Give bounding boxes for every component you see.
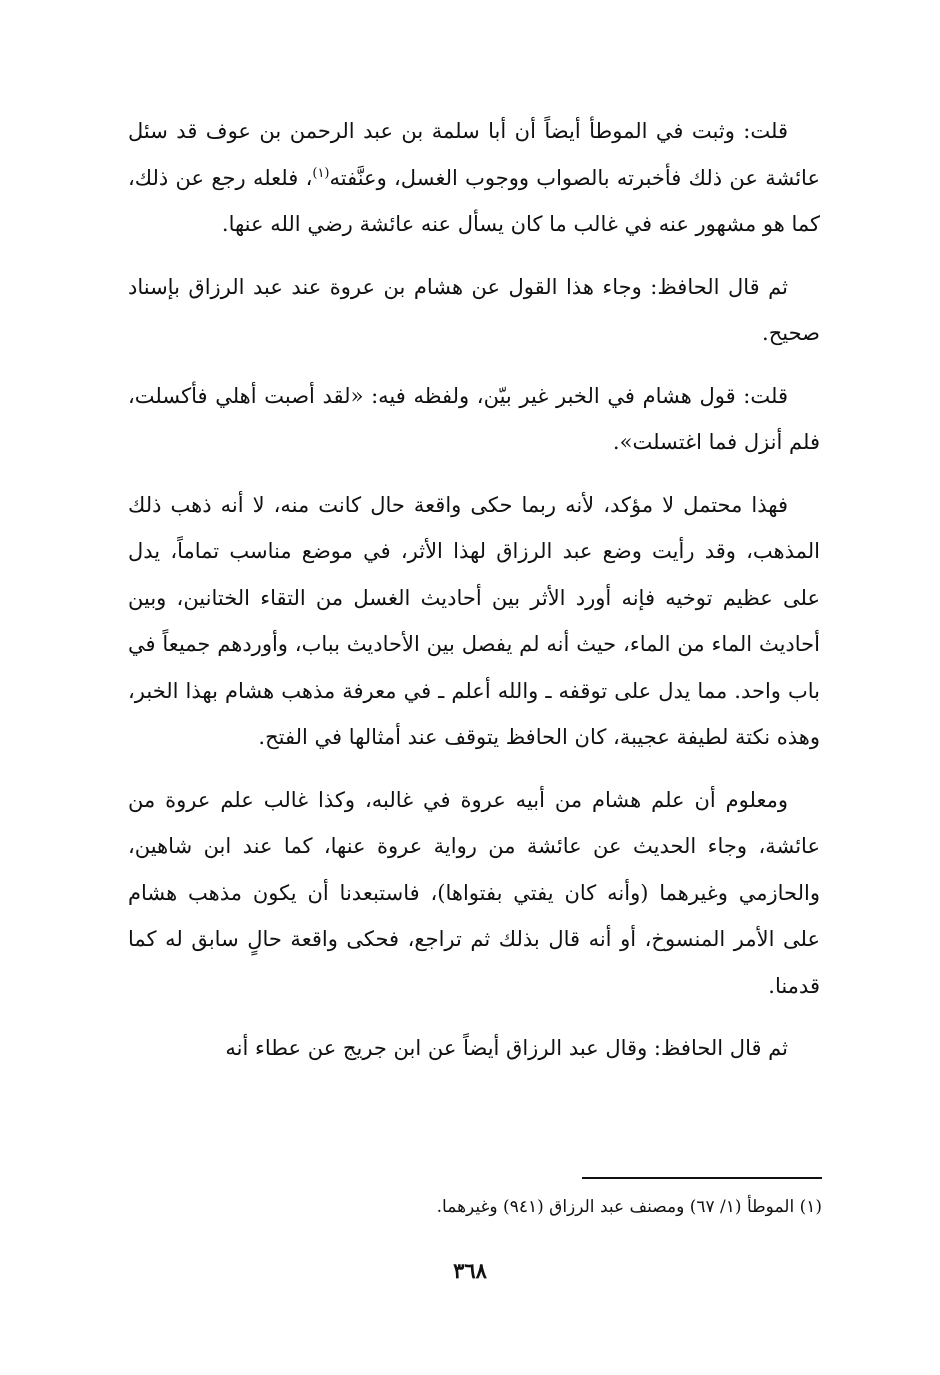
paragraph-1-text: قلت: وثبت في الموطأ أيضاً أن أبا سلمة بن عبد الرحمن بن عوف قد سئل عائشة عن ذلك فأخبرته بالصواب ووجوب الغسل، وعنَّفته [128, 119, 820, 190]
paragraph-2: ثم قال الحافظ: وجاء هذا القول عن هشام بن عروة عند عبد الرزاق بإسناد صحيح. [128, 274, 820, 345]
paragraph-1-text-end: ، فلعله رجع عن ذلك، كما هو مشهور عنه في غالب ما كان يسأل عنه عائشة رضي الله عنها. [128, 165, 820, 236]
main-text [128, 108, 820, 1088]
footnote: (١) الموطأ (١/ ٦٧) ومصنف عبد الرزاق (٩٤١) وغيرهما. [436, 1197, 822, 1217]
paragraph-4: فهذا محتمل لا مؤكد، لأنه ربما حكى واقعة حال كانت منه، لا أنه ذهب ذلك المذهب، وقد رأيت وضع عبد الرزاق لهذا الأثر، في موضع مناسب تماماً، يدل على عظيم توخيه فإنه أورد الأثر بين أحاديث الغسل من التقاء الختانين، وبين أحاديث الماء من الماء، حيث أنه لم يفصل بين الأحاديث بباب، وأوردهم جميعاً في باب واحد. مما يدل على توقفه ـ والله أعلم ـ في معرفة مذهب هشام بهذا الخبر، وهذه نكتة لطيفة عجيبة، كان الحافظ يتوقف عند أمثالها في الفتح. [128, 492, 820, 749]
page-number: ٣٦٨ [453, 1258, 487, 1283]
paragraph-6: ثم قال الحافظ: وقال عبد الرزاق أيضاً عن ابن جريج عن عطاء أنه [225, 1036, 788, 1060]
paragraph-1 [128, 108, 820, 248]
footnote-divider [582, 1177, 822, 1179]
footnote-marker: (١) [312, 165, 330, 181]
paragraph-5: ومعلوم أن علم هشام من أبيه عروة في غالبه، وكذا غالب علم عروة من عائشة، وجاء الحديث عن عائشة من رواية عروة عنها، كما عند ابن شاهين، والحازمي وغيرهما (وأنه كان يفتي بفتواها)، فاستبعدنا أن يكون مذهب هشام على الأمر المنسوخ، أو أنه قال بذلك ثم تراجع، فحكى واقعة حالٍ سابق له كما قدمنا. [128, 787, 820, 998]
paragraph-3: قلت: قول هشام في الخبر غير بيّن، ولفظه فيه: «لقد أصبت أهلي فأكسلت، فلم أنزل فما اغتسلت». [128, 383, 820, 454]
